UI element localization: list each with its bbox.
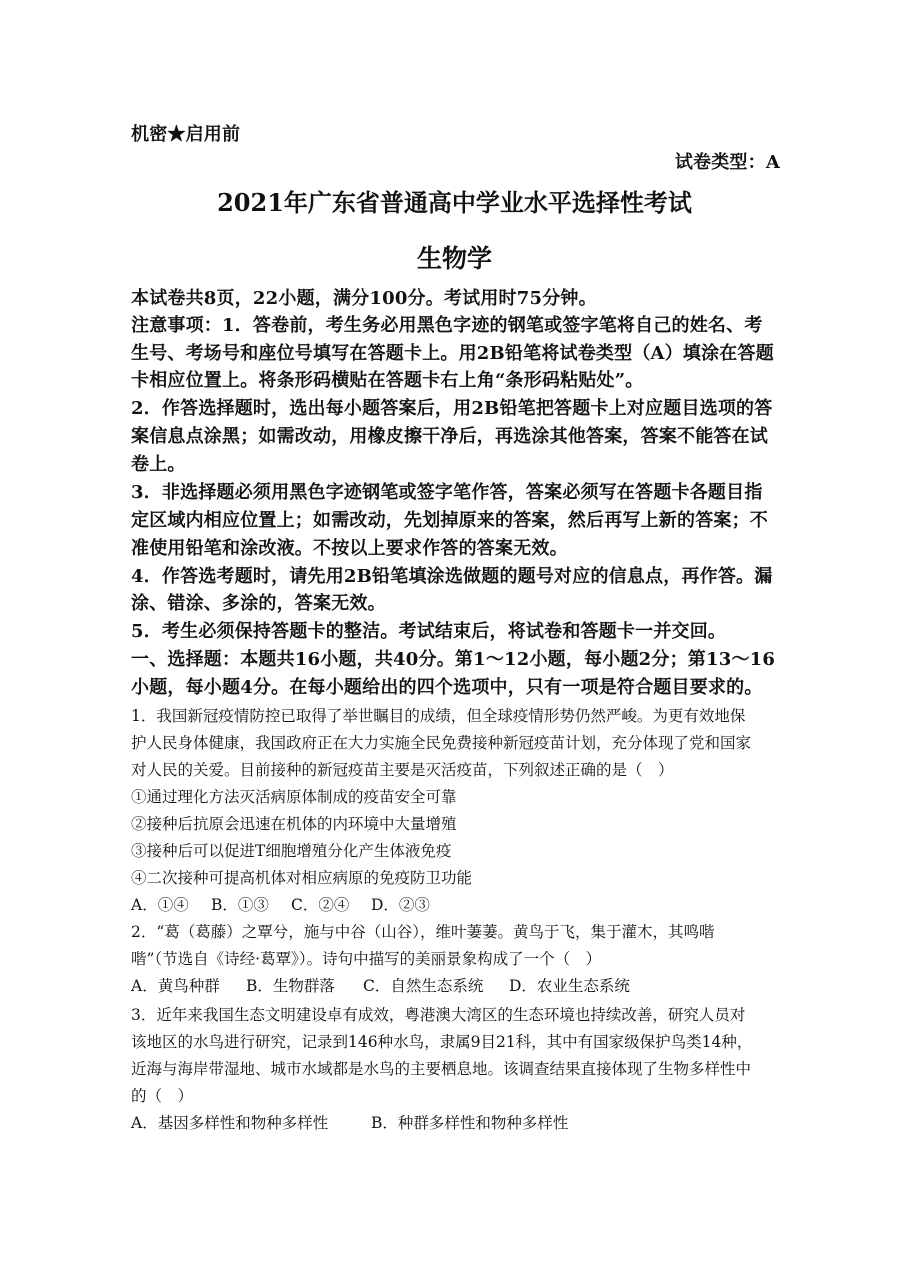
paper-type-label: 试卷类型：A [674, 152, 780, 173]
notice-line-10: 4．作答选考题时，请先用2B铅笔填涂选做题的题号对应的信息点，再作答。漏 [131, 566, 773, 587]
q3-option-b: B．种群多样性和物种多样性 [371, 1114, 569, 1132]
q2-option-a: A．黄鸟种群 [131, 977, 220, 995]
q1-options [131, 893, 430, 915]
q3-options [131, 1111, 568, 1133]
q2-option-b: B．生物群落 [246, 977, 335, 995]
notice-line-9: 准使用铅笔和涂改液。不按以上要求作答的答案无效。 [131, 538, 568, 559]
notice-line-3: 卡相应位置上。将条形码横贴在答题卡右上角“条形码粘贴处”。 [131, 370, 644, 391]
q1-statement-3: ③接种后可以促进T细胞增殖分化产生体液免疫 [131, 842, 452, 860]
q2-stem-line-2: 喈”（节选自《诗经·葛覃》）。诗句中描写的美丽景象构成了一个（ ） [131, 950, 602, 968]
q2-stem-line-1: 2．“葛（葛藤）之覃兮，施与中谷（山谷），维叶萋萋。黄鸟于飞，集于灌木，其鸣喈 [131, 923, 715, 941]
notice-line-5: 案信息点涂黑；如需改动，用橡皮擦干净后，再选涂其他答案，答案不能答在试 [131, 426, 768, 447]
q1-stem-line-1: 1．我国新冠疫情防控已取得了举世瞩目的成绩，但全球疫情形势仍然严峻。为更有效地保 [131, 707, 746, 725]
section-heading-line-2: 小题，每小题4分。在每小题给出的四个选项中，只有一项是符合题目要求的。 [131, 677, 763, 698]
q3-stem-line-4: 的（ ） [131, 1087, 194, 1105]
q1-option-b: B．①③ [211, 896, 269, 914]
notice-line-12: 5．考生必须保持答题卡的整洁。考试结束后，将试卷和答题卡一并交回。 [131, 621, 727, 642]
q3-stem-line-2: 该地区的水鸟进行研究，记录到146种水鸟，隶属9目21科，其中有国家级保护鸟类14种， [131, 1033, 753, 1051]
section-heading-line-1: 一、选择题：本题共16小题，共40分。第1～12小题，每小题2分；第13～16 [131, 649, 776, 670]
intro-line: 本试卷共8页，22小题，满分100分。考试用时75分钟。 [131, 288, 597, 309]
q1-option-c: C．②④ [291, 896, 350, 914]
notice-line-11: 涂、错涂、多涂的，答案无效。 [131, 593, 386, 614]
q1-stem-line-3: 对人民的关爱。目前接种的新冠疫苗主要是灭活疫苗，下列叙述正确的是（ ） [131, 761, 674, 779]
notice-line-8: 定区域内相应位置上；如需改动，先划掉原来的答案，然后再写上新的答案；不 [131, 510, 768, 531]
q1-option-d: D．②③ [371, 896, 430, 914]
q1-statement-2: ②接种后抗原会迅速在机体的内环境中大量增殖 [131, 815, 457, 833]
q2-option-d: D．农业生态系统 [509, 977, 630, 995]
subject-title: 生物学 [416, 244, 492, 273]
q1-statement-4: ④二次接种可提高机体对相应病原的免疫防卫功能 [131, 869, 473, 887]
q3-stem-line-3: 近海与海岸带湿地、城市水域都是水鸟的主要栖息地。该调查结果直接体现了生物多样性中 [131, 1060, 752, 1078]
q3-option-a: A．基因多样性和物种多样性 [131, 1114, 329, 1132]
notice-line-4: 2．作答选择题时，选出每小题答案后，用2B铅笔把答题卡上对应题目选项的答 [131, 398, 773, 419]
q3-stem-line-1: 3．近年来我国生态文明建设卓有成效，粤港澳大湾区的生态环境也持续改善，研究人员对 [131, 1006, 746, 1024]
confidential-label: 机密★启用前 [131, 124, 241, 145]
q2-option-c: C．自然生态系统 [363, 977, 484, 995]
notice-line-1: 注意事项：1．答卷前，考生务必用黑色字迹的钢笔或签字笔将自己的姓名、考 [131, 315, 763, 336]
q1-option-a: A．①④ [131, 896, 189, 914]
q2-options [131, 974, 630, 996]
notice-line-7: 3．非选择题必须用黑色字迹钢笔或签字笔作答，答案必须写在答题卡各题目指 [131, 482, 763, 503]
exam-title: 2021年广东省普通高中学业水平选择性考试 [217, 188, 692, 217]
q1-statement-1: ①通过理化方法灭活病原体制成的疫苗安全可靠 [131, 788, 457, 806]
notice-line-6: 卷上。 [131, 454, 186, 475]
q1-stem-line-2: 护人民身体健康，我国政府正在大力实施全民免费接种新冠疫苗计划，充分体现了党和国家 [131, 734, 752, 752]
notice-line-2: 生号、考场号和座位号填写在答题卡上。用2B铅笔将试卷类型（A）填涂在答题 [131, 343, 774, 364]
